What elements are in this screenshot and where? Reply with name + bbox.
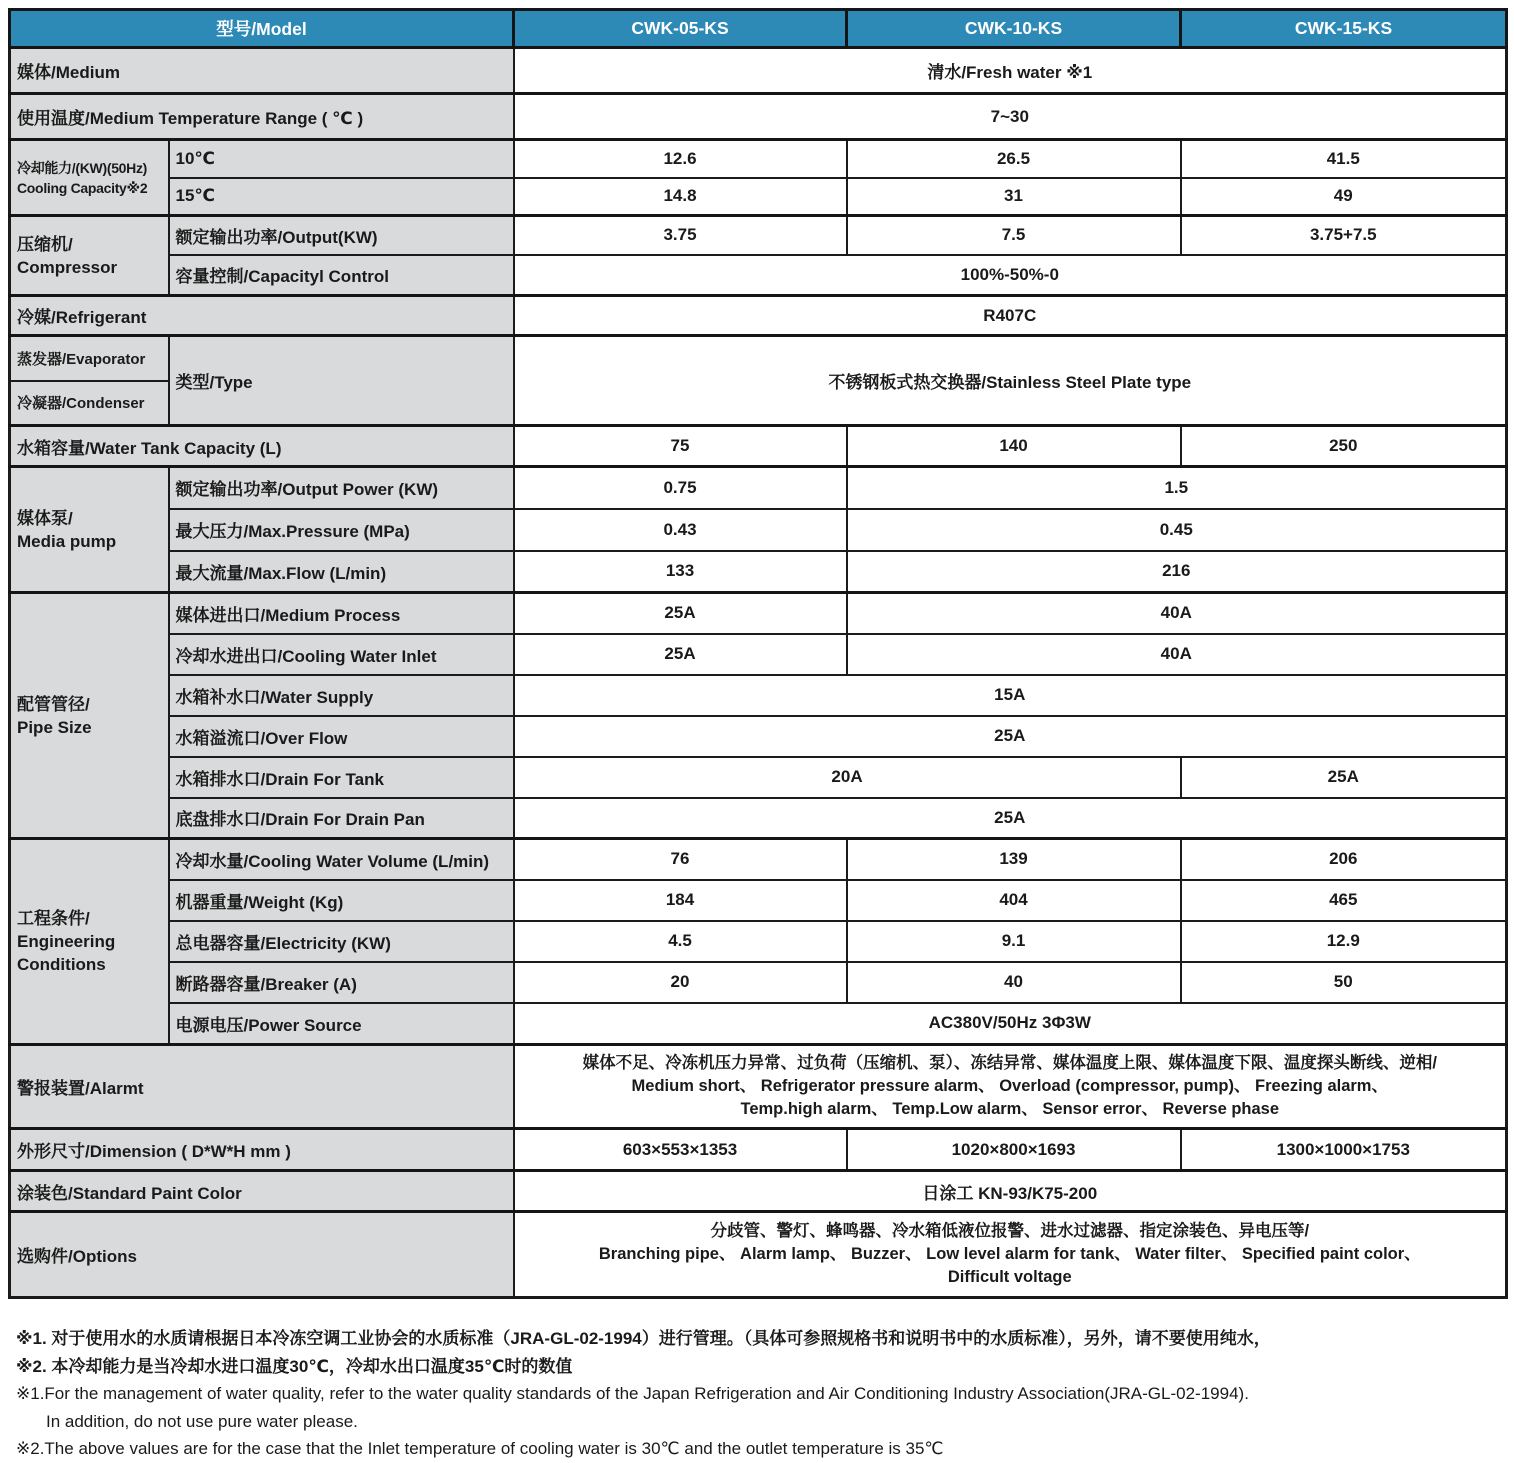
row-pump-pressure: [10, 509, 1507, 551]
eng-electricity-cwk05: 4.5: [514, 921, 847, 962]
row-eng-electricity: [10, 921, 1507, 962]
row-paint-color: [10, 1171, 1507, 1212]
pipe-cooling-inlet-label: 冷却水进出口/Cooling Water Inlet: [169, 634, 514, 675]
pipe-drain-tank-cwk15: 25A: [1181, 757, 1507, 798]
eng-cooling-volume-cwk15: 206: [1181, 839, 1507, 880]
eng-cooling-volume-cwk10: 139: [847, 839, 1181, 880]
pipe-medium-process-cwk05: 25A: [514, 593, 847, 634]
refrigerant-label: 冷媒/Refrigerant: [10, 296, 514, 336]
row-medium: [10, 48, 1507, 94]
model-column-cwk-10-ks: CWK-10-KS: [847, 10, 1181, 48]
row-dimension: [10, 1129, 1507, 1171]
pipe-water-supply-label: 水箱补水口/Water Supply: [169, 675, 514, 716]
pipe-drain-pan-value: 25A: [514, 798, 1507, 839]
compressor-label: [10, 216, 169, 296]
row-eng-cooling-volume: [10, 839, 1507, 880]
row-water-tank: [10, 426, 1507, 467]
refrigerant-value: R407C: [514, 296, 1507, 336]
pump-flow-cwk05: 133: [514, 551, 847, 593]
eng-weight-cwk05: 184: [514, 880, 847, 921]
compressor-output-cwk05: 3.75: [514, 216, 847, 255]
power-source-label: 电源电压/Power Source: [169, 1003, 514, 1045]
row-pipe-drain-tank: [10, 757, 1507, 798]
eng-weight-cwk10: 404: [847, 880, 1181, 921]
pump-output-label: 额定输出功率/Output Power (KW): [169, 467, 514, 509]
capacity-control-label: 容量控制/Capacityl Control: [169, 255, 514, 296]
row-pipe-drain-pan: [10, 798, 1507, 839]
paint-color-value: 日涂工 KN-93/K75-200: [514, 1171, 1507, 1212]
cooling-capacity-15c-cwk10: 31: [847, 178, 1181, 216]
cooling-capacity-15c-cwk15: 49: [1181, 178, 1507, 216]
condenser-label: 冷凝器/Condenser: [10, 381, 169, 426]
row-refrigerant: [10, 296, 1507, 336]
row-compressor-output: [10, 216, 1507, 255]
dimension-cwk05: 603×553×1353: [514, 1129, 847, 1171]
water-tank-cwk10: 140: [847, 426, 1181, 467]
row-pump-flow: [10, 551, 1507, 593]
options-value: [514, 1212, 1507, 1298]
row-power-source: [10, 1003, 1507, 1045]
compressor-output-cwk15: 3.75+7.5: [1181, 216, 1507, 255]
pipe-drain-pan-label: 底盘排水口/Drain For Drain Pan: [169, 798, 514, 839]
eng-cooling-volume-label: 冷却水量/Cooling Water Volume (L/min): [169, 839, 514, 880]
cooling-capacity-10c-cwk15: 41.5: [1181, 140, 1507, 178]
cooling-capacity-label-line2: Cooling Capacity※2: [17, 179, 148, 196]
footnote-en-1b: In addition, do not use pure water please.: [46, 1411, 358, 1431]
media-pump-label-line1: 媒体泵/: [17, 508, 73, 528]
pump-output-cwk10-15: 1.5: [847, 467, 1507, 509]
power-source-value: AC380V/50Hz 3Φ3W: [514, 1003, 1507, 1045]
compressor-output-cwk10: 7.5: [847, 216, 1181, 255]
pipe-drain-tank-cwk05-10: 20A: [514, 757, 1181, 798]
pipe-medium-process-cwk10-15: 40A: [847, 593, 1507, 634]
media-pump-label-line2: Media pump: [17, 531, 117, 551]
footnote-en-2: ※2.The above values are for the case that the Inlet temperature of cooling water is 30℃ and the outlet temperature is 35℃: [16, 1439, 944, 1458]
pipe-drain-tank-label: 水箱排水口/Drain For Tank: [169, 757, 514, 798]
compressor-label-line1: 压缩机/: [17, 234, 73, 254]
alarm-value: [514, 1045, 1507, 1129]
pump-flow-cwk10-15: 216: [847, 551, 1507, 593]
eng-cooling-volume-cwk05: 76: [514, 839, 847, 880]
eng-breaker-cwk05: 20: [514, 962, 847, 1003]
water-tank-label: 水箱容量/Water Tank Capacity (L): [10, 426, 514, 467]
alarm-line2: Medium short、 Refrigerator pressure alarm、 Overload (compressor, pump)、 Freezing alarm、: [631, 1077, 1388, 1095]
heat-exchanger-type-label: 类型/Type: [169, 336, 514, 426]
pipe-size-label-line2: Pipe Size: [17, 717, 92, 737]
row-pipe-water-supply: [10, 675, 1507, 716]
dimension-cwk10: 1020×800×1693: [847, 1129, 1181, 1171]
options-line3: Difficult voltage: [947, 1268, 1072, 1286]
options-line2: Branching pipe、 Alarm lamp、 Buzzer、 Low level alarm for tank、 Water filter、 Specified paint color、: [598, 1245, 1421, 1263]
dimension-label: 外形尺寸/Dimension ( D*W*H mm ): [10, 1129, 514, 1171]
row-pump-output: [10, 467, 1507, 509]
capacity-control-value: 100%-50%-0: [514, 255, 1507, 296]
dimension-cwk15: 1300×1000×1753: [1181, 1129, 1507, 1171]
media-pump-label: [10, 467, 169, 593]
alarm-line1: 媒体不足、冷冻机压力异常、过负荷（压缩机、泵）、冻结异常、媒体温度上限、媒体温度下限、温度探头断线、逆相/: [582, 1054, 1437, 1072]
model-column-cwk-05-ks: CWK-05-KS: [514, 10, 847, 48]
row-eng-weight: [10, 880, 1507, 921]
medium-label: 媒体/Medium: [10, 48, 514, 94]
pump-output-cwk05: 0.75: [514, 467, 847, 509]
cooling-capacity-10c-label: 10℃: [169, 140, 514, 178]
footnote-en-1: ※1.For the management of water quality, refer to the water quality standards of the Japan Refrigeration and Air Conditioning Industry Association(JRA-GL-02-1994).: [16, 1384, 1249, 1403]
row-cooling-capacity-10c: [10, 140, 1507, 178]
eng-electricity-cwk10: 9.1: [847, 921, 1181, 962]
footnotes: [16, 1325, 1514, 1463]
heat-exchanger-type-value: 不锈钢板式热交换器/Stainless Steel Plate type: [514, 336, 1507, 426]
engineering-label: [10, 839, 169, 1045]
water-tank-cwk05: 75: [514, 426, 847, 467]
engineering-label-line2: Engineering: [17, 932, 116, 951]
pipe-water-supply-value: 15A: [514, 675, 1507, 716]
row-pipe-cooling-inlet: [10, 634, 1507, 675]
model-column-cwk-15-ks: CWK-15-KS: [1181, 10, 1507, 48]
cooling-capacity-15c-cwk05: 14.8: [514, 178, 847, 216]
engineering-label-line3: Conditions: [17, 955, 106, 974]
pump-pressure-cwk05: 0.43: [514, 509, 847, 551]
alarm-label: 警报装置/Alarmt: [10, 1045, 514, 1129]
medium-value: 清水/Fresh water ※1: [514, 48, 1507, 94]
alarm-line3: Temp.high alarm、 Temp.Low alarm、 Sensor error、 Reverse phase: [740, 1100, 1280, 1118]
eng-weight-label: 机器重量/Weight (Kg): [169, 880, 514, 921]
temp-range-value: 7~30: [514, 94, 1507, 140]
eng-weight-cwk15: 465: [1181, 880, 1507, 921]
options-label: 选购件/Options: [10, 1212, 514, 1298]
footnote-cn-2: ※2. 本冷却能力是当冷却水进口温度30℃，冷却水出口温度35℃时的数值: [16, 1356, 573, 1376]
eng-electricity-cwk15: 12.9: [1181, 921, 1507, 962]
compressor-label-line2: Compressor: [17, 257, 118, 277]
cooling-capacity-10c-cwk05: 12.6: [514, 140, 847, 178]
eng-breaker-cwk10: 40: [847, 962, 1181, 1003]
pipe-over-flow-value: 25A: [514, 716, 1507, 757]
row-alarm: [10, 1045, 1507, 1129]
eng-breaker-cwk15: 50: [1181, 962, 1507, 1003]
pump-pressure-label: 最大压力/Max.Pressure (MPa): [169, 509, 514, 551]
paint-color-label: 涂装色/Standard Paint Color: [10, 1171, 514, 1212]
row-eng-breaker: [10, 962, 1507, 1003]
pipe-size-label-line1: 配管管径/: [17, 694, 90, 714]
pipe-size-label: [10, 593, 169, 839]
row-temp-range: [10, 94, 1507, 140]
temp-range-label: 使用温度/Medium Temperature Range ( ℃ ): [10, 94, 514, 140]
pump-flow-label: 最大流量/Max.Flow (L/min): [169, 551, 514, 593]
pipe-over-flow-label: 水箱溢流口/Over Flow: [169, 716, 514, 757]
row-cooling-capacity-15c: [10, 178, 1507, 216]
table-header-row: [10, 10, 1507, 48]
spec-table: [8, 8, 1508, 1299]
row-pipe-over-flow: [10, 716, 1507, 757]
cooling-capacity-10c-cwk10: 26.5: [847, 140, 1181, 178]
model-header-cell: 型号/Model: [10, 10, 514, 48]
options-line1: 分歧管、警灯、蜂鸣器、冷水箱低液位报警、进水过滤器、指定涂装色、异电压等/: [710, 1222, 1310, 1240]
pipe-cooling-inlet-cwk05: 25A: [514, 634, 847, 675]
row-evaporator: [10, 336, 1507, 381]
compressor-output-label: 额定输出功率/Output(KW): [169, 216, 514, 255]
pipe-medium-process-label: 媒体进出口/Medium Process: [169, 593, 514, 634]
eng-electricity-label: 总电器容量/Electricity (KW): [169, 921, 514, 962]
evaporator-label: 蒸发器/Evaporator: [10, 336, 169, 381]
cooling-capacity-label: [10, 140, 169, 216]
cooling-capacity-label-line1: 冷却能力/(KW)(50Hz): [17, 159, 148, 176]
water-tank-cwk15: 250: [1181, 426, 1507, 467]
engineering-label-line1: 工程条件/: [17, 909, 90, 928]
eng-breaker-label: 断路器容量/Breaker (A): [169, 962, 514, 1003]
pump-pressure-cwk10-15: 0.45: [847, 509, 1507, 551]
row-pipe-medium-process: [10, 593, 1507, 634]
footnote-cn-1: ※1. 对于使用水的水质请根据日本冷冻空调工业协会的水质标准（JRA-GL-02-1994）进行管理。（具体可参照规格书和说明书中的水质标准），另外，请不要使用纯水，: [16, 1329, 1271, 1348]
row-capacity-control: [10, 255, 1507, 296]
cooling-capacity-15c-label: 15℃: [169, 178, 514, 216]
pipe-cooling-inlet-cwk10-15: 40A: [847, 634, 1507, 675]
row-options: [10, 1212, 1507, 1298]
